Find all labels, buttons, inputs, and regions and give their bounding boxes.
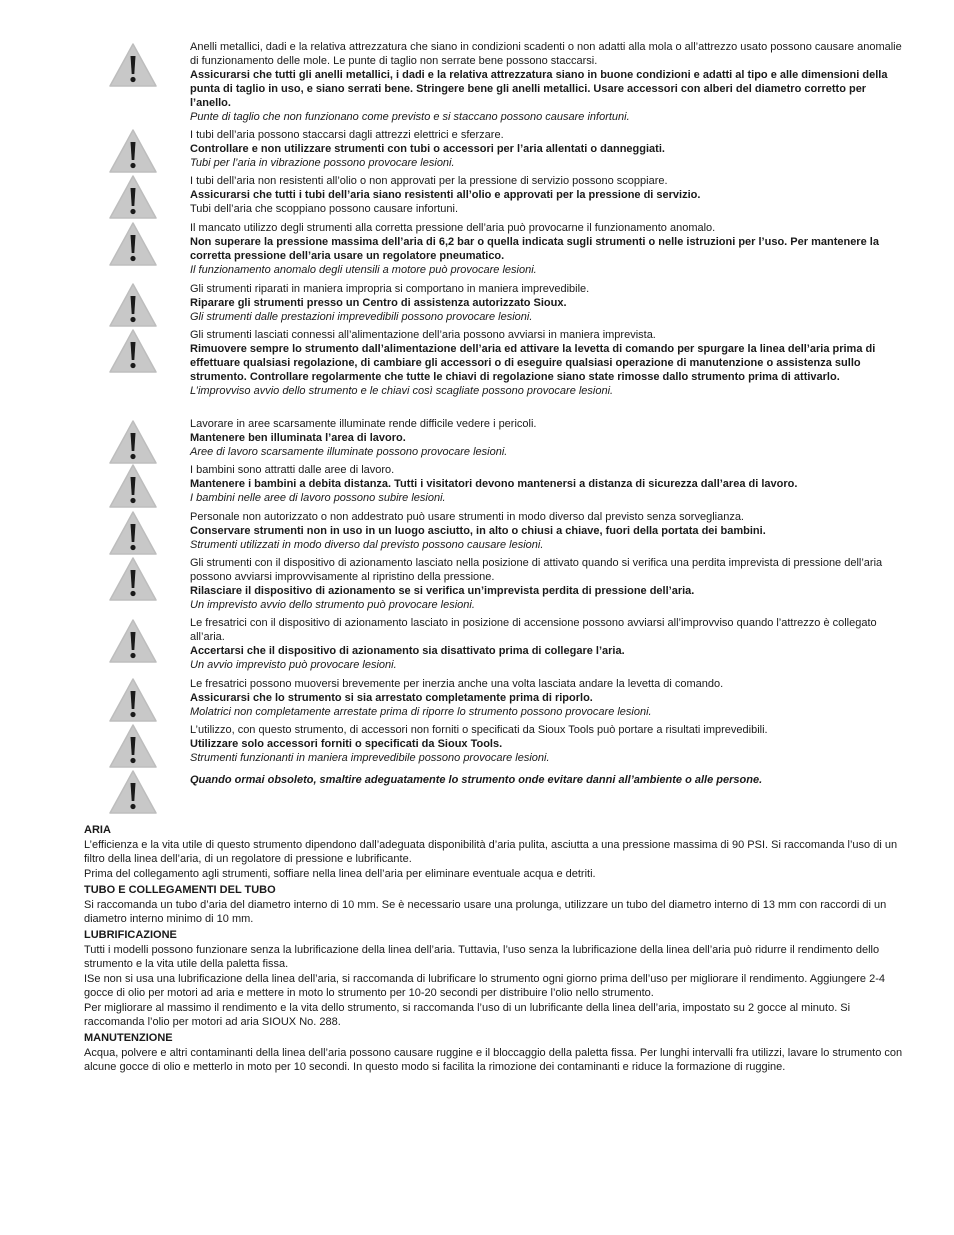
warning-item — [0, 417, 954, 463]
warning-consequence: Gli strumenti dalle prestazioni imprevedibili possono provocare lesioni. — [190, 311, 533, 323]
warning-action: Conservare strumenti non in uso in un luogo asciutto, in alto o chiusi a chiave, fuori della portata dei bambini. — [190, 525, 766, 537]
warning-action: Assicurarsi che tutti gli anelli metallici, i dadi e la relativa attrezzatura siano in buone condizioni e adatti al tipo e alle dimensioni della punta di taglio in uso, e siano serrati bene. Stringere bene gli anelli metallici. Usare accessori con alberi del diametro corretto per l’anello. — [190, 69, 888, 109]
warning-hazard: Gli strumenti riparati in maniera impropria si comportano in maniera imprevedibile. — [190, 283, 590, 295]
warning-disposal: Quando ormai obsoleto, smaltire adeguatamente lo strumento onde evitare danni all’ambiente o alle persone. — [190, 774, 763, 786]
warning-consequence: Punte di taglio che non funzionano come previsto e si staccano possono causare infortuni. — [190, 111, 630, 123]
warning-triangle-icon — [108, 282, 158, 328]
warning-triangle-icon — [108, 677, 158, 723]
warning-triangle-icon — [108, 556, 158, 602]
warning-triangle-icon — [108, 723, 158, 769]
warning-hazard: Il mancato utilizzo degli strumenti alla corretta pressione dell’aria può provocarne il funzionamento anomalo. — [190, 222, 716, 234]
warning-item — [0, 463, 954, 510]
warning-consequence: Il funzionamento anomalo degli utensili a motore può provocare lesioni. — [190, 264, 537, 276]
section-heading-aria: ARIA — [84, 824, 111, 836]
warning-item — [0, 677, 954, 723]
section-heading-tubo: TUBO E COLLEGAMENTI DEL TUBO — [84, 884, 276, 896]
warning-triangle-icon — [108, 42, 158, 88]
warning-consequence: Molatrici non completamente arrestate prima di riporre lo strumento possono provocare lesioni. — [190, 706, 652, 718]
warning-item — [0, 328, 954, 417]
warning-hazard: Personale non autorizzato o non addestrato può usare strumenti in modo diverso dal previsto senza sorveglianza. — [190, 511, 744, 523]
warning-hazard: L’utilizzo, con questo strumento, di accessori non forniti o specificati da Sioux Tools può portare a risultati imprevedibili. — [190, 724, 768, 736]
warning-action: Controllare e non utilizzare strumenti con tubi o accessori per l’aria allentati o danneggiati. — [190, 143, 665, 155]
warning-triangle-icon — [108, 769, 158, 815]
warning-consequence: Un imprevisto avvio dello strumento può provocare lesioni. — [190, 599, 475, 611]
info-sections — [84, 821, 909, 1075]
warning-hazard: I bambini sono attratti dalle aree di lavoro. — [190, 464, 395, 476]
warning-hazard: Le fresatrici possono muoversi brevemente per inerzia anche una volta lasciata andare la levetta di comando. — [190, 678, 724, 690]
warning-action: Utilizzare solo accessori forniti o specificati da Sioux Tools. — [190, 738, 503, 750]
section-paragraph: L’efficienza e la vita utile di questo strumento dipendono dall’adeguata disponibilità d’aria pulita, asciutta a una pressione massima di 90 PSI. Si raccomanda l’uso di un filtro della linea dell’aria, di un regolatore di pressione e lubrificante. — [84, 839, 898, 865]
warning-hazard: Gli strumenti con il dispositivo di azionamento lasciato nella posizione di attivato quando si verifica una perdita imprevista di pressione dell’aria possono avviarsi improvvisamente al ripristino della pressione. — [190, 557, 883, 583]
warning-item — [0, 282, 954, 328]
warning-action: Assicurarsi che tutti i tubi dell’aria siano resistenti all’olio e approvati per la pressione di servizio. — [190, 189, 701, 201]
warning-item — [0, 723, 954, 769]
warning-item — [0, 616, 954, 677]
section-heading-lubrificazione: LUBRIFICAZIONE — [84, 929, 177, 941]
warning-action: Rimuovere sempre lo strumento dall’alimentazione dell’aria ed attivare la levetta di comando per spurgare la linea dell’aria prima di effettuare qualsiasi regolazione, di cambiare gli accessori o di eseguire qualsiasi operazione di manutenzione o assistenza sullo strumento. Controllare regolarmente che tutte le chiavi di regolazione siano state rimosse dallo strumento prima di attivarlo. — [190, 343, 876, 383]
warning-hazard: Anelli metallici, dadi e la relativa attrezzatura che siano in condizioni scadenti o non adatti alla mola o all’attrezzo usato possono causare anomalie di funzionamento delle mole. Le punte di taglio non serrate bene possono staccarsi. — [190, 41, 902, 67]
warning-hazard: Le fresatrici con il dispositivo di azionamento lasciato in posizione di accensione possono avviarsi all’improvviso quando l’attrezzo è collegato all’aria. — [190, 617, 877, 643]
warning-consequence: Tubi dell’aria che scoppiano possono causare infortuni. — [190, 203, 459, 215]
warning-action: Mantenere i bambini a debita distanza. Tutti i visitatori devono mantenersi a distanza di sicurezza dall’area di lavoro. — [190, 478, 798, 490]
warning-hazard: Lavorare in aree scarsamente illuminate rende difficile vedere i pericoli. — [190, 418, 537, 430]
warning-triangle-icon — [108, 128, 158, 174]
warning-hazard: I tubi dell’aria non resistenti all’olio o non approvati per la pressione di servizio possono scoppiare. — [190, 175, 668, 187]
section-paragraph: Acqua, polvere e altri contaminanti della linea dell’aria possono causare ruggine e il bloccaggio della paletta fissa. Per lunghi intervalli fra utilizzi, lavare lo strumento con alcune gocce di olio e metterlo in moto per 10 secondi. In questo modo si facilita la rimozione dei contaminanti e riduce la formazione di ruggine. — [84, 1047, 903, 1073]
warning-action: Assicurarsi che lo strumento si sia arrestato completamente prima di riporlo. — [190, 692, 593, 704]
warning-consequence: Un avvio imprevisto può provocare lesioni. — [190, 659, 397, 671]
warning-item — [0, 510, 954, 556]
warning-item — [0, 40, 954, 128]
warning-item — [0, 769, 954, 815]
warning-triangle-icon — [108, 174, 158, 220]
warning-triangle-icon — [108, 463, 158, 509]
warning-consequence: L’improvviso avvio dello strumento e le chiavi così scagliate possono provocare lesioni. — [190, 385, 614, 397]
warning-action: Mantenere ben illuminata l’area di lavoro. — [190, 432, 406, 444]
warning-triangle-icon — [108, 328, 158, 374]
warning-item — [0, 221, 954, 282]
section-paragraph: Prima del collegamento agli strumenti, soffiare nella linea dell’aria per eliminare eventuale acqua e detriti. — [84, 868, 596, 880]
warning-action: Rilasciare il dispositivo di azionamento se si verifica un’imprevista perdita di pressione dell’aria. — [190, 585, 695, 597]
warning-consequence: Aree di lavoro scarsamente illuminate possono provocare lesioni. — [190, 446, 508, 458]
warning-triangle-icon — [108, 618, 158, 664]
warning-triangle-icon — [108, 419, 158, 465]
warning-consequence: I bambini nelle aree di lavoro possono subire lesioni. — [190, 492, 446, 504]
warning-action: Accertarsi che il dispositivo di azionamento sia disattivato prima di collegare l’aria. — [190, 645, 625, 657]
warning-action: Riparare gli strumenti presso un Centro di assistenza autorizzato Sioux. — [190, 297, 567, 309]
section-paragraph: Si raccomanda un tubo d’aria del diametro interno di 10 mm. Se è necessario usare una prolunga, utilizzare un tubo del diametro interno di 13 mm con raccordi di un diametro interno minimo di 10 mm. — [84, 899, 887, 925]
warnings-list — [0, 40, 954, 815]
section-heading-manutenzione: MANUTENZIONE — [84, 1032, 173, 1044]
section-paragraph: ISe non si usa una lubrificazione della linea dell’aria, si raccomanda di lubrificare lo strumento ogni giorno prima dell’uso per migliorare il rendimento. Aggiungere 2-4 gocce di olio per motori ad aria e mettere in moto lo strumento per 10-20 secondi per distribuire l’olio nello strumento. — [84, 973, 885, 999]
section-paragraph: Tutti i modelli possono funzionare senza la lubrificazione della linea dell’aria. Tuttavia, l’uso senza la lubrificazione della linea dell’aria può ridurre il rendimento dello strumento e la vita utile della paletta fissa. — [84, 944, 880, 970]
warning-triangle-icon — [108, 221, 158, 267]
warning-hazard: Gli strumenti lasciati connessi all’alimentazione dell’aria possono avviarsi in maniera imprevista. — [190, 329, 656, 341]
section-paragraph: Per migliorare al massimo il rendimento e la vita dello strumento, si raccomanda l’uso di un lubrificante della linea dell’aria, impostato su 2 gocce al minuto. Si raccomanda l’olio per motori ad aria SIOUX No. 288. — [84, 1002, 851, 1028]
warning-triangle-icon — [108, 510, 158, 556]
warning-consequence: Strumenti funzionanti in maniera imprevedibile possono provocare lesioni. — [190, 752, 550, 764]
warning-action: Non superare la pressione massima dell’aria di 6,2 bar o quella indicata sugli strumenti o nelle istruzioni per l’uso. Per mantenere la corretta pressione dell’aria usare un regolatore pneumatico. — [190, 236, 879, 262]
warning-item — [0, 128, 954, 174]
warning-consequence: Tubi per l’aria in vibrazione possono provocare lesioni. — [190, 157, 455, 169]
warning-consequence: Strumenti utilizzati in modo diverso dal previsto possono causare lesioni. — [190, 539, 544, 551]
warning-item — [0, 174, 954, 221]
warning-item — [0, 556, 954, 616]
warning-hazard: I tubi dell’aria possono staccarsi dagli attrezzi elettrici e sferzare. — [190, 129, 504, 141]
